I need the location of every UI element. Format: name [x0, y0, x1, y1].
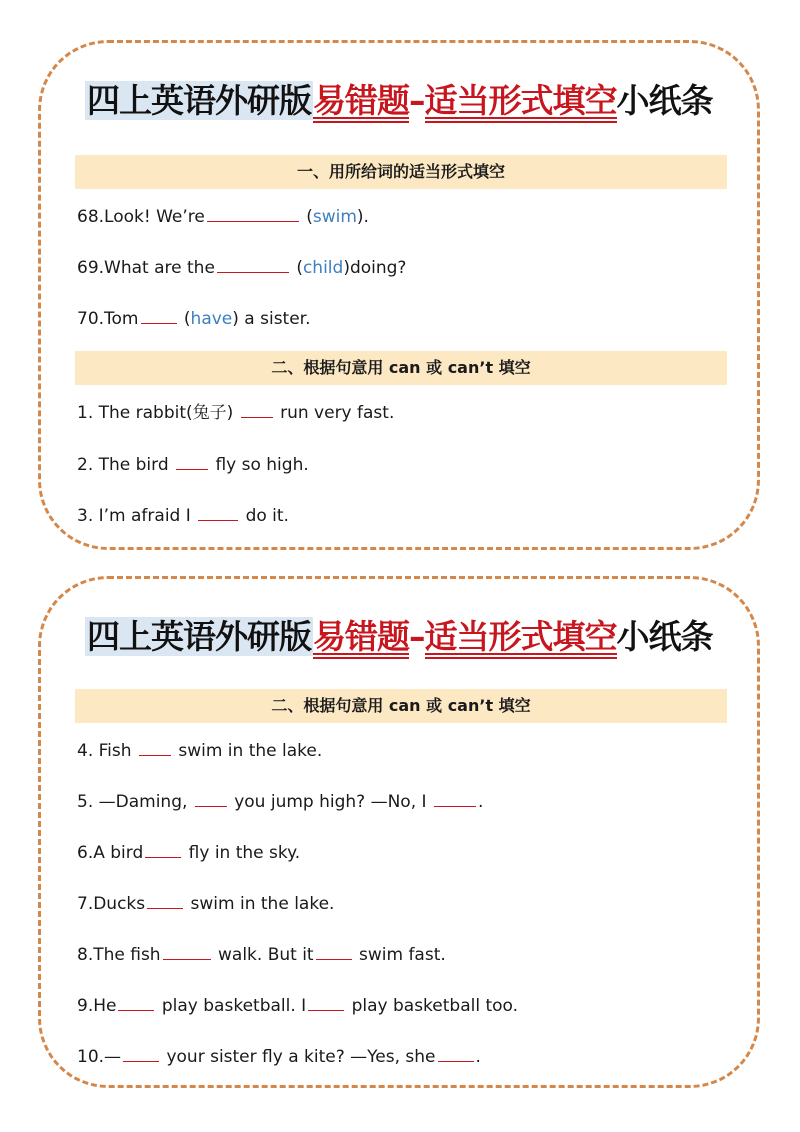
q9-post: play basketball too.	[351, 996, 519, 1016]
question-6	[77, 839, 300, 865]
q6-post: fly in the sky.	[188, 843, 301, 863]
q5-post: .	[477, 792, 484, 812]
question-9	[77, 992, 518, 1018]
question-4	[77, 737, 322, 763]
answer-blank[interactable]	[147, 890, 183, 909]
question-5	[77, 788, 483, 814]
question-69	[77, 254, 406, 280]
answer-blank[interactable]	[241, 399, 273, 418]
answer-blank[interactable]	[141, 305, 177, 324]
card-title	[85, 75, 713, 127]
q8-mid: walk. But it	[218, 945, 314, 965]
section-header-2: 二、根据句意用 can 或 can’t 填空	[75, 351, 727, 385]
question-68	[77, 203, 369, 229]
q7-text: 7.Ducks	[77, 894, 146, 914]
q3-post: do it.	[245, 506, 289, 526]
answer-blank[interactable]	[145, 839, 181, 858]
q70-text: 70.Tom	[77, 309, 139, 329]
q70-hint: have	[190, 309, 233, 329]
q4-post: swim in the lake.	[178, 741, 323, 761]
answer-blank[interactable]	[176, 451, 208, 470]
answer-blank[interactable]	[118, 992, 154, 1011]
q68-hint: swim	[312, 207, 357, 227]
title-part-c: 适当形式填空	[424, 617, 617, 656]
q9-text: 9.He	[77, 996, 117, 1016]
q1-text: 1. The rabbit(兔子)	[77, 403, 234, 423]
title-part-a: 四上英语外研版	[87, 81, 311, 120]
answer-blank[interactable]	[438, 1043, 474, 1062]
q69-hint: child	[302, 258, 344, 278]
q68-open: (	[306, 207, 313, 227]
answer-blank[interactable]	[198, 502, 238, 521]
q69-text: 69.What are the	[77, 258, 215, 278]
answer-blank[interactable]	[207, 203, 299, 222]
question-3	[77, 502, 289, 528]
q8-post: swim fast.	[359, 945, 446, 965]
answer-blank[interactable]	[123, 1043, 159, 1062]
answer-blank[interactable]	[434, 788, 476, 807]
title-part-c: 适当形式填空	[424, 81, 617, 120]
q5-mid: you jump high? —No, I	[234, 792, 427, 812]
answer-blank[interactable]	[163, 941, 211, 960]
answer-blank[interactable]	[308, 992, 344, 1011]
q69-post: )doing?	[343, 258, 407, 278]
answer-blank[interactable]	[195, 788, 227, 807]
title-part-b: 易错题	[313, 617, 409, 656]
title-part-d: 小纸条	[616, 617, 713, 656]
q7-post: swim in the lake.	[190, 894, 335, 914]
q5-text: 5. —Daming,	[77, 792, 188, 812]
q9-mid: play basketball. I	[161, 996, 307, 1016]
question-7	[77, 890, 334, 916]
q70-open: (	[183, 309, 191, 329]
q4-text: 4. Fish	[77, 741, 132, 761]
answer-blank[interactable]	[316, 941, 352, 960]
answer-blank[interactable]	[139, 737, 171, 756]
q6-text: 6.A bird	[77, 843, 144, 863]
q69-open: (	[296, 258, 303, 278]
q70-post: ) a sister.	[232, 309, 311, 329]
title-part-a: 四上英语外研版	[87, 617, 311, 656]
q10-post: .	[475, 1047, 481, 1067]
question-10	[77, 1043, 481, 1069]
answer-blank[interactable]	[217, 254, 289, 273]
q68-close: ).	[356, 207, 369, 227]
q3-text: 3. I’m afraid I	[77, 506, 191, 526]
q2-post: fly so high.	[215, 455, 309, 475]
question-70	[77, 305, 311, 331]
q10-text: 10.—	[77, 1047, 122, 1067]
title-part-d: 小纸条	[616, 81, 713, 120]
worksheet-card-1	[38, 40, 760, 550]
question-8	[77, 941, 446, 967]
question-2	[77, 451, 309, 477]
q10-mid: your sister fly a kite? —Yes, she	[166, 1047, 436, 1067]
section-header: 二、根据句意用 can 或 can’t 填空	[75, 689, 727, 723]
q8-text: 8.The fish	[77, 945, 161, 965]
section-header-1: 一、用所给词的适当形式填空	[75, 155, 727, 189]
title-part-b: 易错题	[313, 81, 409, 120]
q1-post: run very fast.	[280, 403, 395, 423]
q68-text: 68.Look! We’re	[77, 207, 205, 227]
worksheet-card-2	[38, 576, 760, 1088]
q2-text: 2. The bird	[77, 455, 169, 475]
question-1	[77, 399, 394, 425]
title-dash: –	[409, 81, 425, 120]
title-dash: –	[409, 617, 425, 656]
card-title	[85, 611, 713, 663]
